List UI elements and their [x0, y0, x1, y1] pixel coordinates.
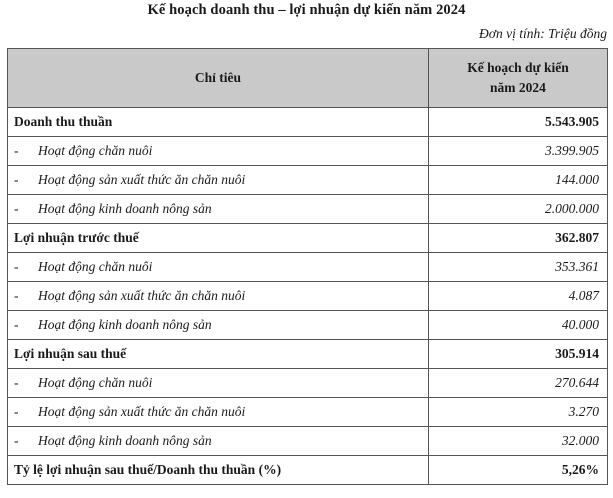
table-row-main	[8, 340, 608, 369]
row-label: Hoạt động chăn nuôi	[38, 375, 153, 390]
row-label: Lợi nhuận trước thuế	[14, 230, 139, 245]
row-label: Doanh thu thuần	[14, 114, 113, 129]
row-label: Tỷ lệ lợi nhuận sau thuế/Doanh thu thuần (%)	[14, 462, 282, 477]
row-value: 2.000.000	[429, 195, 608, 224]
header-plan	[429, 49, 608, 108]
row-value: 5,26%	[429, 456, 608, 485]
row-value: 4.087	[429, 282, 608, 311]
row-dash: -	[14, 404, 19, 419]
row-label-cell	[8, 456, 429, 485]
table-row-sub	[8, 195, 608, 224]
row-value: 144.000	[429, 166, 608, 195]
row-label: Hoạt động sản xuất thức ăn chăn nuôi	[38, 404, 246, 419]
row-value: 362.807	[429, 224, 608, 253]
table-row-sub	[8, 253, 608, 282]
row-label: Hoạt động sản xuất thức ăn chăn nuôi	[38, 172, 246, 187]
table-body	[8, 108, 608, 485]
row-dash: -	[14, 201, 19, 216]
row-label: Hoạt động sản xuất thức ăn chăn nuôi	[38, 288, 246, 303]
row-dash: -	[14, 375, 19, 390]
row-dash: -	[14, 288, 19, 303]
row-dash: -	[14, 317, 19, 332]
row-label-cell	[8, 311, 429, 340]
row-label-cell	[8, 166, 429, 195]
table-row-sub	[8, 282, 608, 311]
row-value: 353.361	[429, 253, 608, 282]
table-row-sub	[8, 166, 608, 195]
row-value: 305.914	[429, 340, 608, 369]
row-value: 3.270	[429, 398, 608, 427]
row-label-cell	[8, 195, 429, 224]
row-dash: -	[14, 259, 19, 274]
table-row-main	[8, 224, 608, 253]
row-dash: -	[14, 143, 19, 158]
row-label-cell	[8, 340, 429, 369]
header-plan-line2: năm 2024	[490, 80, 546, 95]
row-dash: -	[14, 172, 19, 187]
row-label: Lợi nhuận sau thuế	[14, 346, 127, 361]
table-row-main	[8, 456, 608, 485]
row-label-cell	[8, 398, 429, 427]
table-row-sub	[8, 398, 608, 427]
header-indicator: Chỉ tiêu	[8, 49, 429, 108]
row-label: Hoạt động chăn nuôi	[38, 143, 153, 158]
table-row-main	[8, 108, 608, 137]
table-row-sub	[8, 369, 608, 398]
table-row-sub	[8, 311, 608, 340]
row-label-cell	[8, 369, 429, 398]
row-label: Hoạt động kinh doanh nông sản	[38, 201, 212, 216]
row-value: 40.000	[429, 311, 608, 340]
row-label-cell	[8, 282, 429, 311]
table-row-sub	[8, 137, 608, 166]
table-row-sub	[8, 427, 608, 456]
row-label: Hoạt động kinh doanh nông sản	[38, 433, 212, 448]
row-label-cell	[8, 253, 429, 282]
row-label-cell	[8, 224, 429, 253]
row-label-cell	[8, 427, 429, 456]
row-label: Hoạt động chăn nuôi	[38, 259, 153, 274]
row-value: 32.000	[429, 427, 608, 456]
unit-note: Đơn vị tính: Triệu đồng	[479, 26, 607, 41]
plan-table	[7, 48, 608, 485]
row-value: 5.543.905	[429, 108, 608, 137]
row-label-cell	[8, 137, 429, 166]
header-plan-line1: Kế hoạch dự kiến	[467, 60, 569, 75]
row-dash: -	[14, 433, 19, 448]
row-value: 3.399.905	[429, 137, 608, 166]
row-label-cell	[8, 108, 429, 137]
row-label: Hoạt động kinh doanh nông sản	[38, 317, 212, 332]
row-value: 270.644	[429, 369, 608, 398]
table-header-row	[8, 49, 608, 108]
page-title: Kế hoạch doanh thu – lợi nhuận dự kiến năm 2024	[147, 2, 466, 18]
